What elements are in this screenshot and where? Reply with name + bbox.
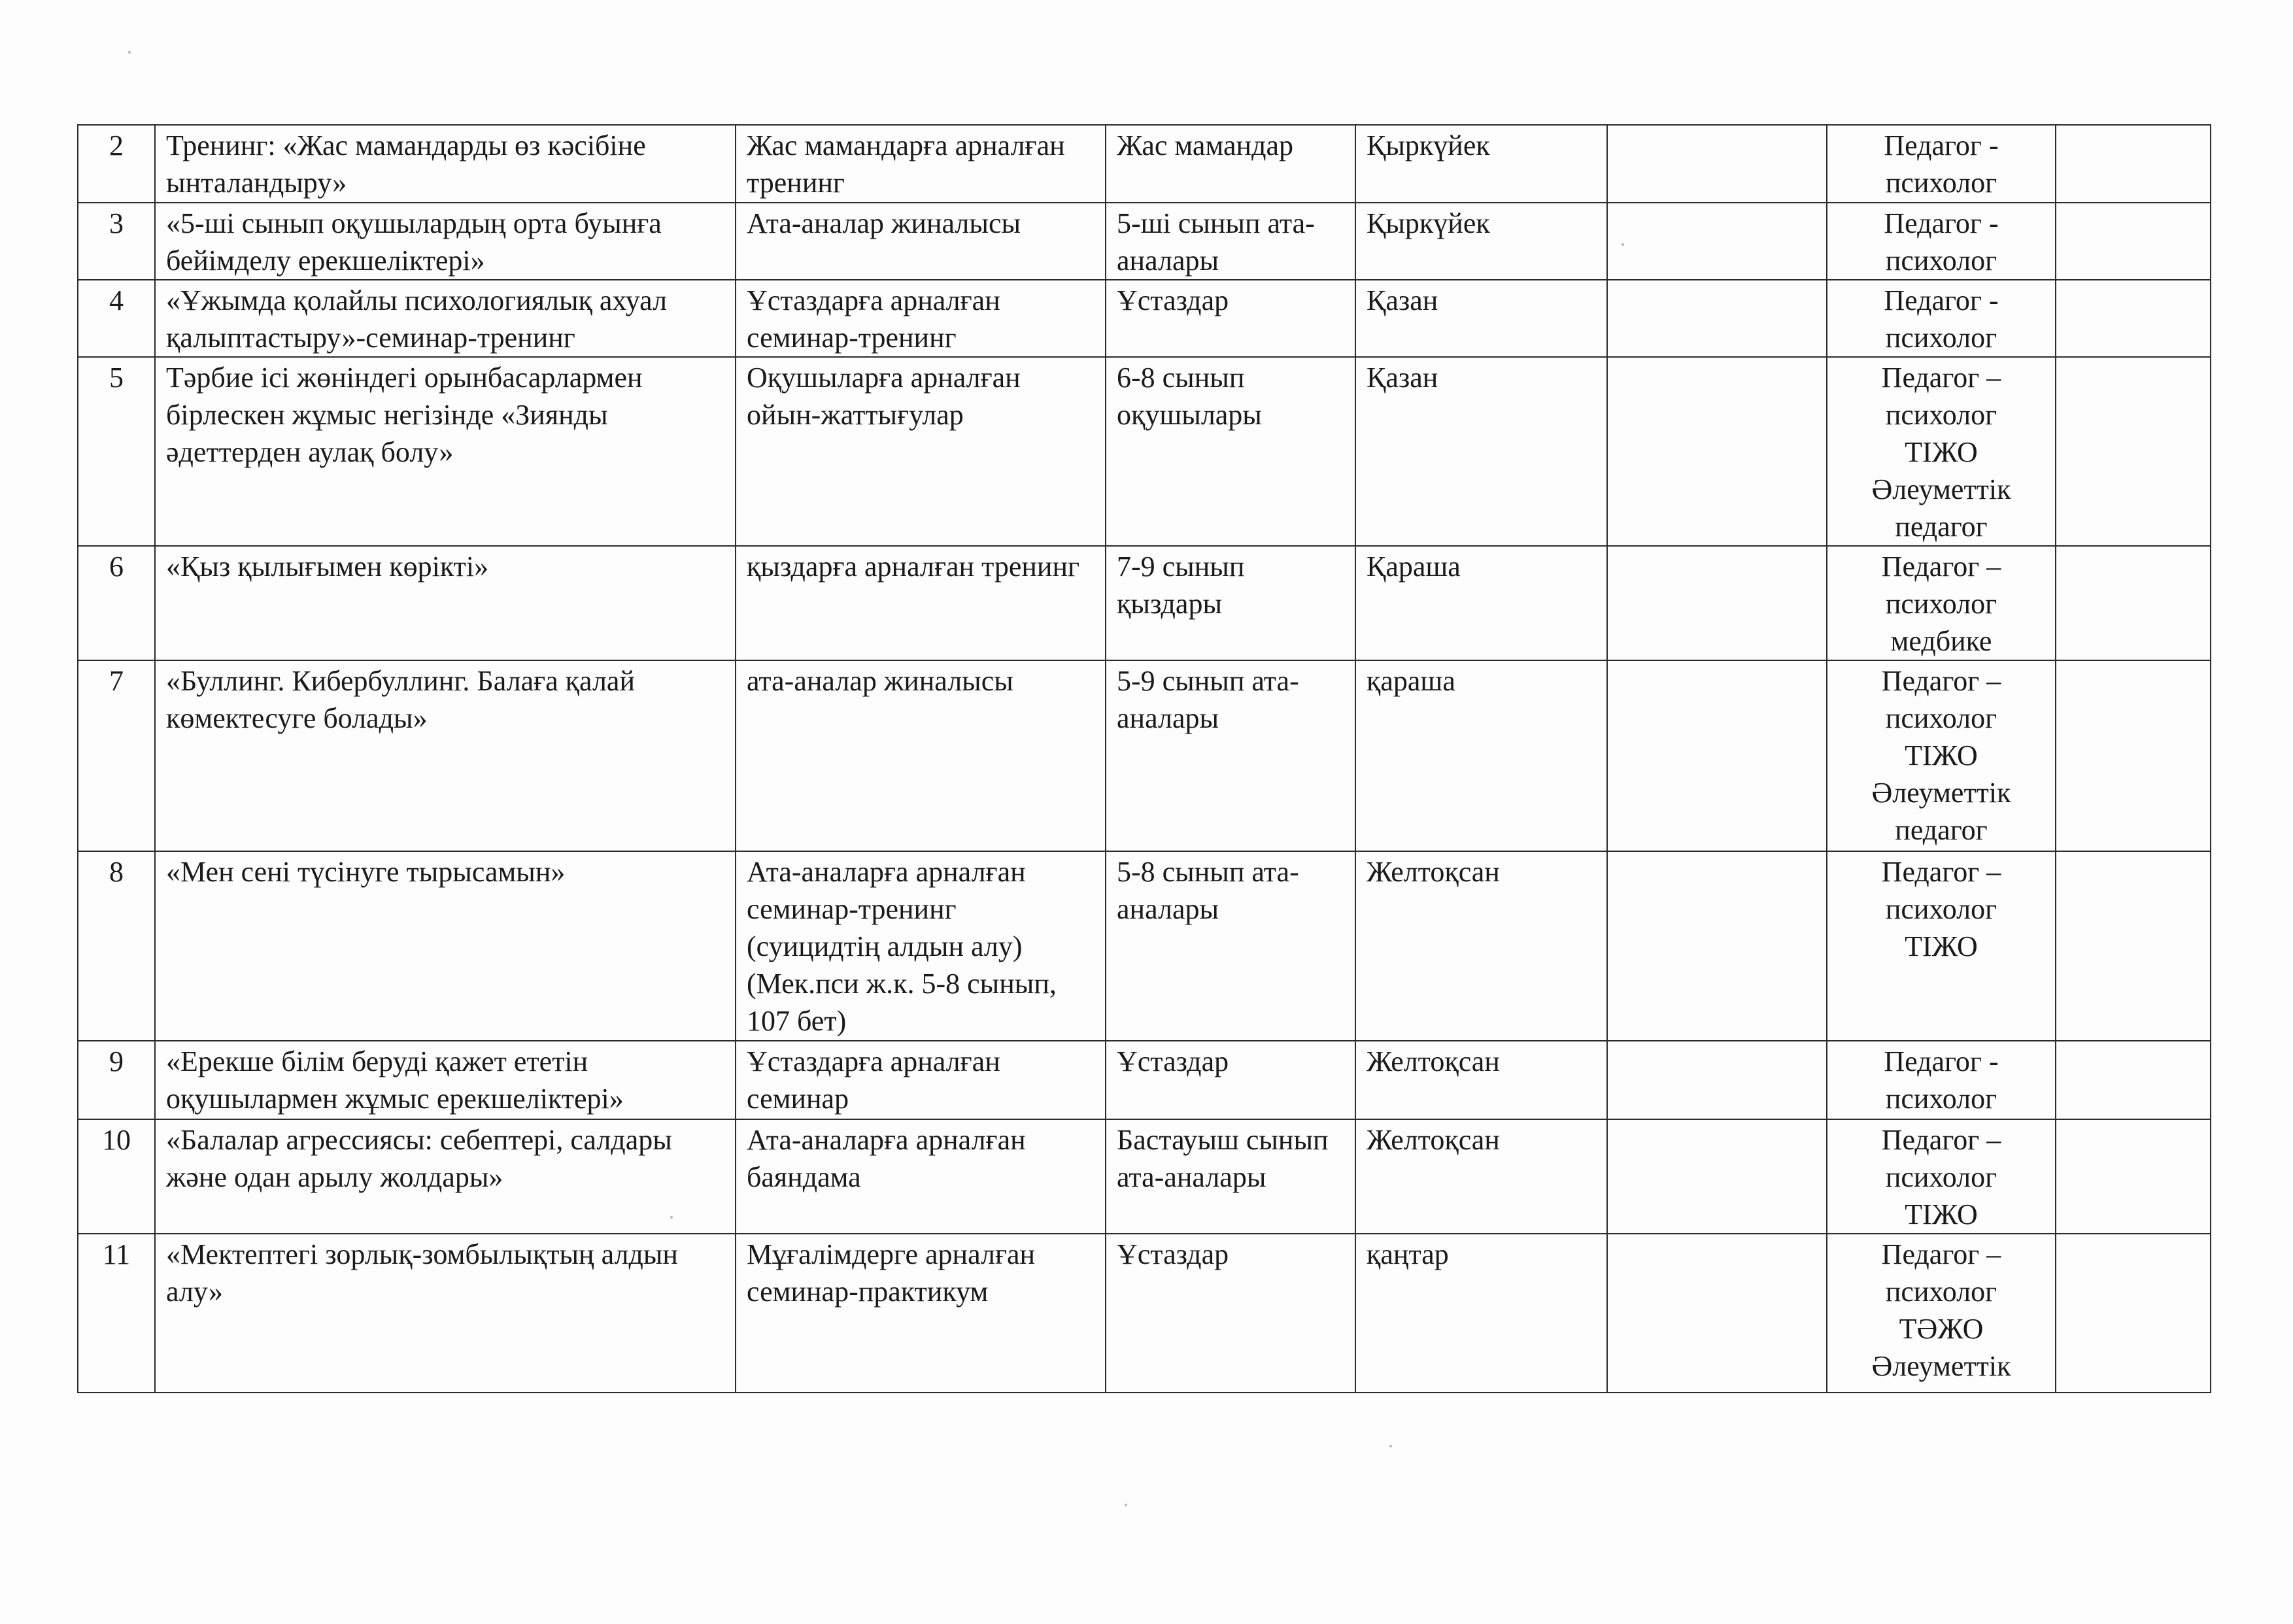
extra-cell [2056, 125, 2211, 203]
row-number: 2 [78, 125, 155, 203]
row-number: 3 [78, 203, 155, 280]
note-cell [1607, 1119, 1827, 1234]
row-number: 5 [78, 357, 155, 546]
note-cell [1607, 280, 1827, 357]
table-row [78, 546, 2211, 660]
extra-cell [2056, 1119, 2211, 1234]
responsible-person [1827, 851, 2056, 1041]
target-audience: 5-8 сынып ата-аналары [1106, 851, 1355, 1041]
extra-cell [2056, 280, 2211, 357]
responsible-line: психолог [1885, 702, 1997, 734]
note-cell [1607, 546, 1827, 660]
responsible-line: психолог [1885, 167, 1997, 199]
table-row [78, 357, 2211, 546]
responsible-person [1827, 1119, 2056, 1234]
target-audience: Ұстаздар [1106, 280, 1355, 357]
scan-speck [1622, 243, 1624, 246]
note-cell [1607, 125, 1827, 203]
event-form: Ұстаздарға арналған семинар-тренинг [736, 280, 1106, 357]
event-form: Ата-аналарға арналған семинар-тренинг (суицидтің алдын алу) (Мек.пси ж.к. 5-8 сынып, 107 бет) [736, 851, 1106, 1041]
row-number: 10 [78, 1119, 155, 1234]
responsible-person [1827, 125, 2056, 203]
scan-speck [128, 51, 131, 54]
target-audience: Ұстаздар [1106, 1234, 1355, 1393]
responsible-line: Педагог - [1884, 207, 1999, 239]
target-audience: 5-ші сынып ата-аналары [1106, 203, 1355, 280]
event-topic: «Мен сені түсінуге тырысамын» [155, 851, 736, 1041]
event-topic: «5-ші сынып оқушылардың орта буынға бейімделу ерекшеліктері» [155, 203, 736, 280]
event-topic: Тәрбие ісі жөніндегі орынбасарлармен бірлескен жұмыс негізінде «Зиянды әдеттерден аулақ болу» [155, 357, 736, 546]
note-cell [1607, 660, 1827, 851]
responsible-line: Педагог - [1884, 1045, 1999, 1077]
responsible-line: психолог [1885, 588, 1997, 620]
extra-cell [2056, 660, 2211, 851]
responsible-line: Педагог - [1884, 129, 1999, 161]
target-audience: 5-9 сынып ата-аналары [1106, 660, 1355, 851]
event-form: Мұғалімдерге арналған семинар-практикум [736, 1234, 1106, 1393]
responsible-line: психолог [1885, 245, 1997, 277]
responsible-line: ТІЖО [1905, 1198, 1978, 1230]
responsible-person [1827, 1041, 2056, 1119]
event-form: Ұстаздарға арналған семинар [736, 1041, 1106, 1119]
note-cell [1607, 357, 1827, 546]
table-row [78, 1119, 2211, 1234]
responsible-line: ТІЖО [1905, 930, 1978, 962]
responsible-line: Педагог – [1881, 1238, 2001, 1270]
event-date: Қыркүйек [1355, 125, 1607, 203]
event-topic: «Ерекше білім беруді қажет ететін оқушылармен жұмыс ерекшеліктері» [155, 1041, 736, 1119]
event-date: Желтоқсан [1355, 1041, 1607, 1119]
extra-cell [2056, 851, 2211, 1041]
responsible-person [1827, 660, 2056, 851]
responsible-person [1827, 203, 2056, 280]
event-date: Желтоқсан [1355, 1119, 1607, 1234]
extra-cell [2056, 546, 2211, 660]
note-cell [1607, 203, 1827, 280]
row-number: 11 [78, 1234, 155, 1393]
responsible-line: психолог [1885, 1161, 1997, 1193]
table-row [78, 280, 2211, 357]
event-date: қаңтар [1355, 1234, 1607, 1393]
responsible-line: Педагог - [1884, 284, 1999, 316]
responsible-line: психолог [1885, 399, 1997, 431]
event-form: Оқушыларға арналған ойын-жаттығулар [736, 357, 1106, 546]
table-row [78, 1041, 2211, 1119]
responsible-line: Педагог – [1881, 1124, 2001, 1156]
table-row [78, 203, 2211, 280]
responsible-line: Әлеуметтік [1871, 473, 2011, 505]
responsible-line: психолог [1885, 1083, 1997, 1115]
note-cell [1607, 1041, 1827, 1119]
responsible-line: медбике [1890, 625, 1992, 657]
table-row [78, 851, 2211, 1041]
note-cell [1607, 851, 1827, 1041]
responsible-person [1827, 280, 2056, 357]
scan-speck [1125, 1504, 1127, 1506]
row-number: 6 [78, 546, 155, 660]
responsible-line: Педагог – [1881, 550, 2001, 583]
event-topic: «Қыз қылығымен көрікті» [155, 546, 736, 660]
extra-cell [2056, 1041, 2211, 1119]
plan-table [77, 124, 2211, 1393]
event-topic: «Балалар агрессиясы: себептері, салдары және одан арылу жолдары» [155, 1119, 736, 1234]
event-topic: «Ұжымда қолайлы психологиялық ахуал қалыптастыру»-семинар-тренинг [155, 280, 736, 357]
plan-table-body [78, 125, 2211, 1393]
note-cell [1607, 1234, 1827, 1393]
table-row [78, 660, 2211, 851]
scan-speck [670, 1216, 673, 1219]
event-date: Желтоқсан [1355, 851, 1607, 1041]
event-form: Ата-аналарға арналған баяндама [736, 1119, 1106, 1234]
target-audience: Бастауыш сынып ата-аналары [1106, 1119, 1355, 1234]
row-number: 8 [78, 851, 155, 1041]
event-topic: Тренинг: «Жас мамандарды өз кәсібіне ынталандыру» [155, 125, 736, 203]
responsible-line: Педагог – [1881, 665, 2001, 697]
responsible-line: психолог [1885, 322, 1997, 354]
extra-cell [2056, 1234, 2211, 1393]
event-topic: «Буллинг. Кибербуллинг. Балаға қалай көмектесуге болады» [155, 660, 736, 851]
responsible-person [1827, 357, 2056, 546]
responsible-line: педагог [1895, 511, 1988, 543]
event-date: қараша [1355, 660, 1607, 851]
event-date: Қазан [1355, 280, 1607, 357]
table-row [78, 1234, 2211, 1393]
extra-cell [2056, 357, 2211, 546]
event-date: Қазан [1355, 357, 1607, 546]
responsible-line: ТІЖО [1905, 739, 1978, 771]
target-audience: 7-9 сынып қыздары [1106, 546, 1355, 660]
event-form: ата-аналар жиналысы [736, 660, 1106, 851]
extra-cell [2056, 203, 2211, 280]
row-number: 7 [78, 660, 155, 851]
responsible-line: психолог [1885, 893, 1997, 925]
event-form: Ата-аналар жиналысы [736, 203, 1106, 280]
event-form: Жас мамандарға арналған тренинг [736, 125, 1106, 203]
event-date: Қараша [1355, 546, 1607, 660]
responsible-line: Педагог – [1881, 856, 2001, 888]
responsible-line: психолог [1885, 1276, 1997, 1308]
responsible-line: Әлеуметтік [1871, 777, 2011, 809]
responsible-line: ТӘЖО [1899, 1313, 1984, 1345]
event-topic: «Мектептегі зорлық-зомбылықтың алдын алу» [155, 1234, 736, 1393]
event-form: қыздарға арналған тренинг [736, 546, 1106, 660]
responsible-person [1827, 1234, 2056, 1393]
target-audience: 6-8 сынып оқушылары [1106, 357, 1355, 546]
row-number: 4 [78, 280, 155, 357]
row-number: 9 [78, 1041, 155, 1119]
event-date: Қыркүйек [1355, 203, 1607, 280]
table-row [78, 125, 2211, 203]
responsible-line: ТІЖО [1905, 436, 1978, 468]
target-audience: Ұстаздар [1106, 1041, 1355, 1119]
responsible-line: Әлеуметтік [1871, 1350, 2011, 1382]
target-audience: Жас мамандар [1106, 125, 1355, 203]
responsible-line: педагог [1895, 814, 1988, 846]
responsible-person [1827, 546, 2056, 660]
responsible-line: Педагог – [1881, 362, 2001, 394]
scan-speck [1389, 1445, 1392, 1447]
